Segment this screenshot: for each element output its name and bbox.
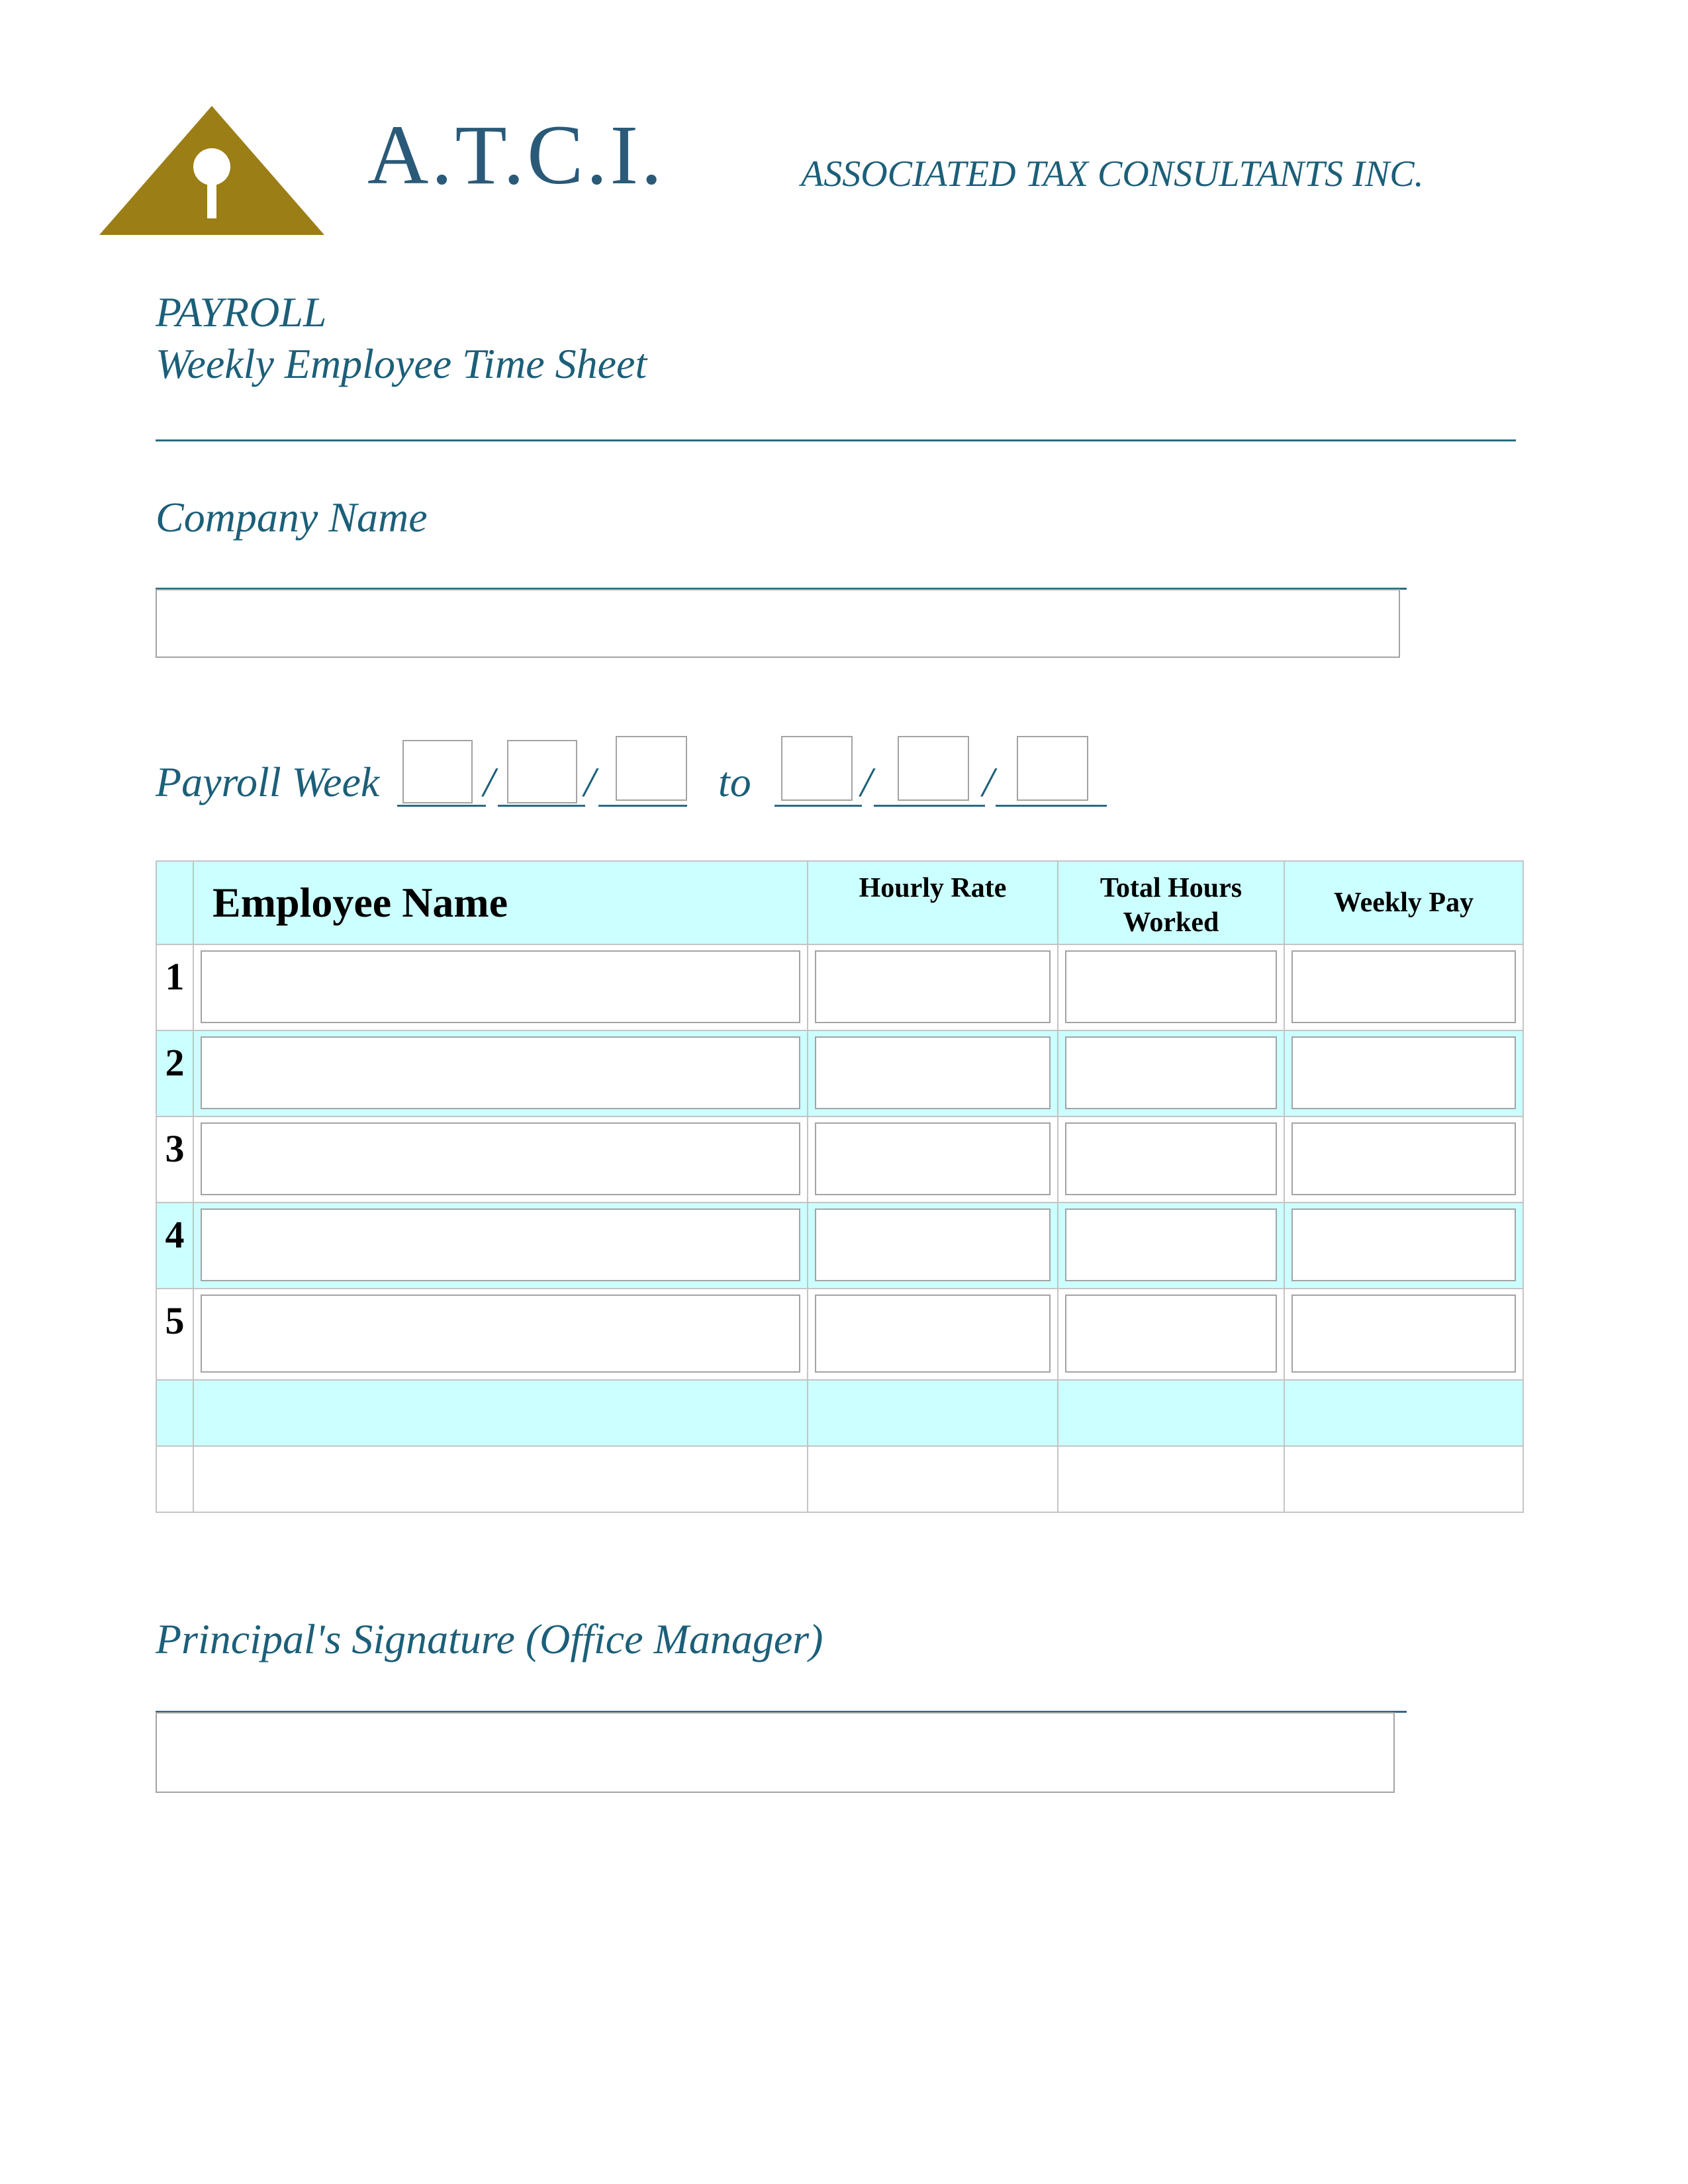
empty-cell [193, 1380, 808, 1446]
table-row [156, 1203, 1523, 1289]
weekly-pay-input[interactable] [1291, 1295, 1516, 1373]
timesheet-table [156, 860, 1524, 1513]
empty-cell [1058, 1380, 1284, 1446]
employee-name-input[interactable] [201, 1208, 800, 1281]
hourly-rate-cell [808, 1116, 1058, 1203]
week-end-year-input[interactable] [1017, 736, 1088, 801]
page-subtitle: Weekly Employee Time Sheet [156, 340, 647, 387]
hourly-rate-cell [808, 1289, 1058, 1380]
total-hours-input[interactable] [1065, 1208, 1277, 1281]
employee-name-header: Employee Name [193, 861, 808, 944]
hourly-rate-cell [808, 944, 1058, 1030]
row-number: 1 [156, 944, 193, 1030]
hourly-rate-cell [808, 1030, 1058, 1116]
weekly-pay-cell [1284, 1289, 1523, 1380]
employee-name-cell [193, 944, 808, 1030]
hourly-rate-input[interactable] [815, 950, 1051, 1023]
total-hours-input[interactable] [1065, 1295, 1277, 1373]
weekly-pay-input[interactable] [1291, 950, 1516, 1023]
divider [156, 439, 1516, 441]
total-hours-input[interactable] [1065, 950, 1277, 1023]
total-hours-cell [1058, 1030, 1284, 1116]
row-number-header [156, 861, 193, 944]
hourly-rate-input[interactable] [815, 1208, 1051, 1281]
hourly-rate-input[interactable] [815, 1295, 1051, 1373]
week-start-year-input[interactable] [616, 736, 687, 801]
date-separator: / [982, 758, 994, 805]
weekly-pay-input[interactable] [1291, 1122, 1516, 1195]
hourly-rate-cell [808, 1203, 1058, 1289]
row-number: 3 [156, 1116, 193, 1203]
row-number: 4 [156, 1203, 193, 1289]
employee-name-cell [193, 1289, 808, 1380]
company-name-input[interactable] [156, 589, 1400, 658]
company-name-label: Company Name [156, 494, 428, 541]
week-end-month-input[interactable] [781, 736, 853, 801]
week-end-day-input[interactable] [898, 736, 969, 801]
row-number: 2 [156, 1030, 193, 1116]
employee-name-cell [193, 1116, 808, 1203]
week-end-month-underline [774, 805, 862, 807]
total-hours-input[interactable] [1065, 1036, 1277, 1109]
table-row [156, 1030, 1523, 1116]
table-row-empty [156, 1380, 1523, 1446]
employee-name-input[interactable] [201, 950, 800, 1023]
total-hours-header [1058, 861, 1284, 944]
week-end-year-underline [996, 805, 1107, 807]
table-row [156, 1289, 1523, 1380]
signature-input[interactable] [156, 1712, 1395, 1793]
payroll-week-label: Payroll Week [156, 758, 380, 805]
total-hours-cell [1058, 1203, 1284, 1289]
empty-cell [808, 1446, 1058, 1512]
row-number: 5 [156, 1289, 193, 1380]
weekly-pay-input[interactable] [1291, 1208, 1516, 1281]
company-full-name: ASSOCIATED TAX CONSULTANTS INC. [801, 154, 1424, 195]
week-start-day-input[interactable] [507, 740, 577, 803]
to-label: to [718, 758, 751, 805]
table-row [156, 944, 1523, 1030]
total-hours-header-line1: Total Hours [1100, 873, 1243, 903]
week-start-year-underline [598, 805, 687, 807]
empty-cell [1284, 1446, 1523, 1512]
empty-cell [1058, 1446, 1284, 1512]
week-end-day-underline [874, 805, 985, 807]
empty-cell [193, 1446, 808, 1512]
employee-name-cell [193, 1203, 808, 1289]
empty-cell [156, 1380, 193, 1446]
date-separator: / [584, 758, 596, 805]
page-title: PAYROLL [156, 289, 327, 336]
date-separator: / [483, 758, 495, 805]
week-start-day-underline [498, 805, 585, 807]
table-row-empty [156, 1446, 1523, 1512]
empty-cell [808, 1380, 1058, 1446]
table-header-row [156, 861, 1523, 944]
empty-cell [156, 1446, 193, 1512]
table-row [156, 1116, 1523, 1203]
hourly-rate-input[interactable] [815, 1036, 1051, 1109]
total-hours-cell [1058, 1289, 1284, 1380]
employee-name-input[interactable] [201, 1295, 800, 1373]
total-hours-cell [1058, 944, 1284, 1030]
employee-name-input[interactable] [201, 1036, 800, 1109]
total-hours-cell [1058, 1116, 1284, 1203]
hourly-rate-header: Hourly Rate [808, 861, 1058, 944]
date-separator: / [861, 758, 872, 805]
atci-logo-icon [99, 106, 324, 235]
weekly-pay-cell [1284, 1203, 1523, 1289]
total-hours-input[interactable] [1065, 1122, 1277, 1195]
weekly-pay-header: Weekly Pay [1284, 861, 1523, 944]
logo-text: A.T.C.I. [367, 108, 665, 202]
weekly-pay-cell [1284, 1116, 1523, 1203]
employee-name-cell [193, 1030, 808, 1116]
weekly-pay-cell [1284, 1030, 1523, 1116]
week-start-month-input[interactable] [402, 740, 473, 803]
weekly-pay-input[interactable] [1291, 1036, 1516, 1109]
week-start-month-underline [397, 805, 486, 807]
weekly-pay-cell [1284, 944, 1523, 1030]
total-hours-header-line2: Worked [1123, 907, 1219, 938]
hourly-rate-input[interactable] [815, 1122, 1051, 1195]
employee-name-input[interactable] [201, 1122, 800, 1195]
empty-cell [1284, 1380, 1523, 1446]
signature-label: Principal's Signature (Office Manager) [156, 1615, 823, 1662]
